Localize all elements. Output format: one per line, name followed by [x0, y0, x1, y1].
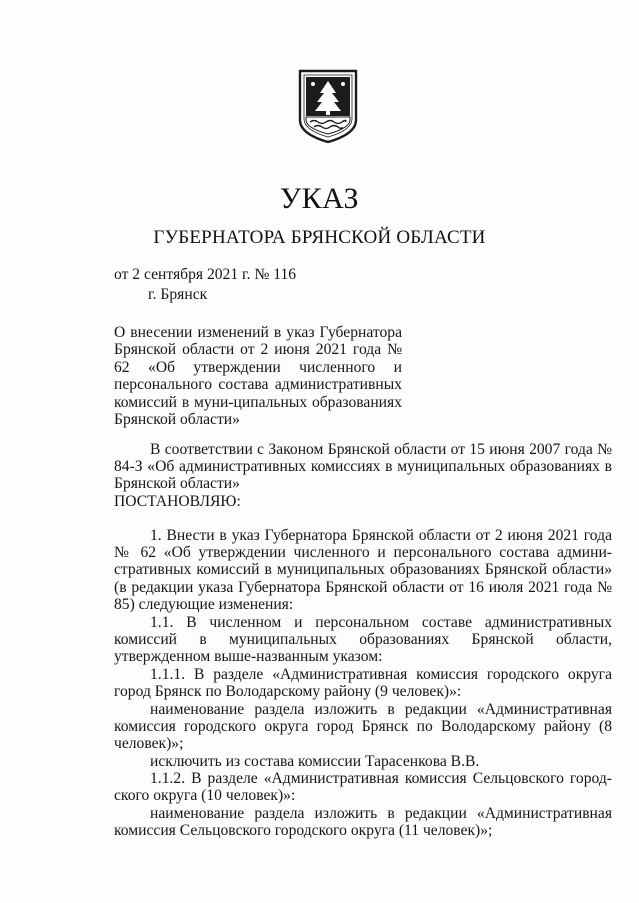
date-number-line: от 2 сентября 2021 г. № 116	[114, 266, 297, 283]
coat-of-arms-icon	[296, 68, 360, 144]
decree-word: ПОСТАНОВЛЯЮ:	[114, 493, 241, 510]
preamble-paragraph: В соответствии с Законом Брянской области от 15 июня 2007 года № 84-З «Об административных комиссиях в муниципальных образованиях в Брянской области»	[114, 441, 612, 493]
paragraph-1-1-1: 1.1.1. В разделе «Административная комиссия городского округа город Брянск по Володарскому району (9 человек)»:	[114, 666, 612, 701]
subject-title: О внесении изменений в указ Губернатора Брянской области от 2 июня 2021 года № 62 «Об утверждении численного и персонального состава административных комиссий в муни-ципальных образованиях Брянской области»	[114, 324, 402, 429]
paragraph-1-1-1-b: исключить из состава комиссии Тарасенкова В.В.	[150, 753, 480, 770]
city-line: г. Брянск	[148, 286, 208, 303]
paragraph-1-1-1-a: наименование раздела изложить в редакции «Административная комиссия городского округа город Брянск по Володарскому району (8 человек)»;	[114, 701, 612, 753]
document-title: УКАЗ	[279, 182, 360, 215]
paragraph-1: 1. Внести в указ Губернатора Брянской области от 2 июня 2021 года № 62 «Об утверждении численного и персонального состава админи-стративных комиссий в муниципальных образованиях Брянской области» (в редакции указа Губернатора Брянской области от 16 июля 2021 года № 85) следующие изменения:	[114, 527, 612, 613]
paragraph-1-1-2: 1.1.2. В разделе «Административная комиссия Сельцовского город-ского округа (10 человек)»:	[114, 770, 612, 805]
paragraph-1-1-2-a: наименование раздела изложить в редакции «Административная комиссия Сельцовского городского округа (11 человек)»;	[114, 805, 612, 840]
paragraph-1-1: 1.1. В численном и персональном составе административных комиссий в муниципальных образованиях Брянской области, утвержденном выше-названным указом:	[114, 614, 612, 666]
document-subtitle: ГУБЕРНАТОРА БРЯНСКОЙ ОБЛАСТИ	[153, 227, 486, 248]
